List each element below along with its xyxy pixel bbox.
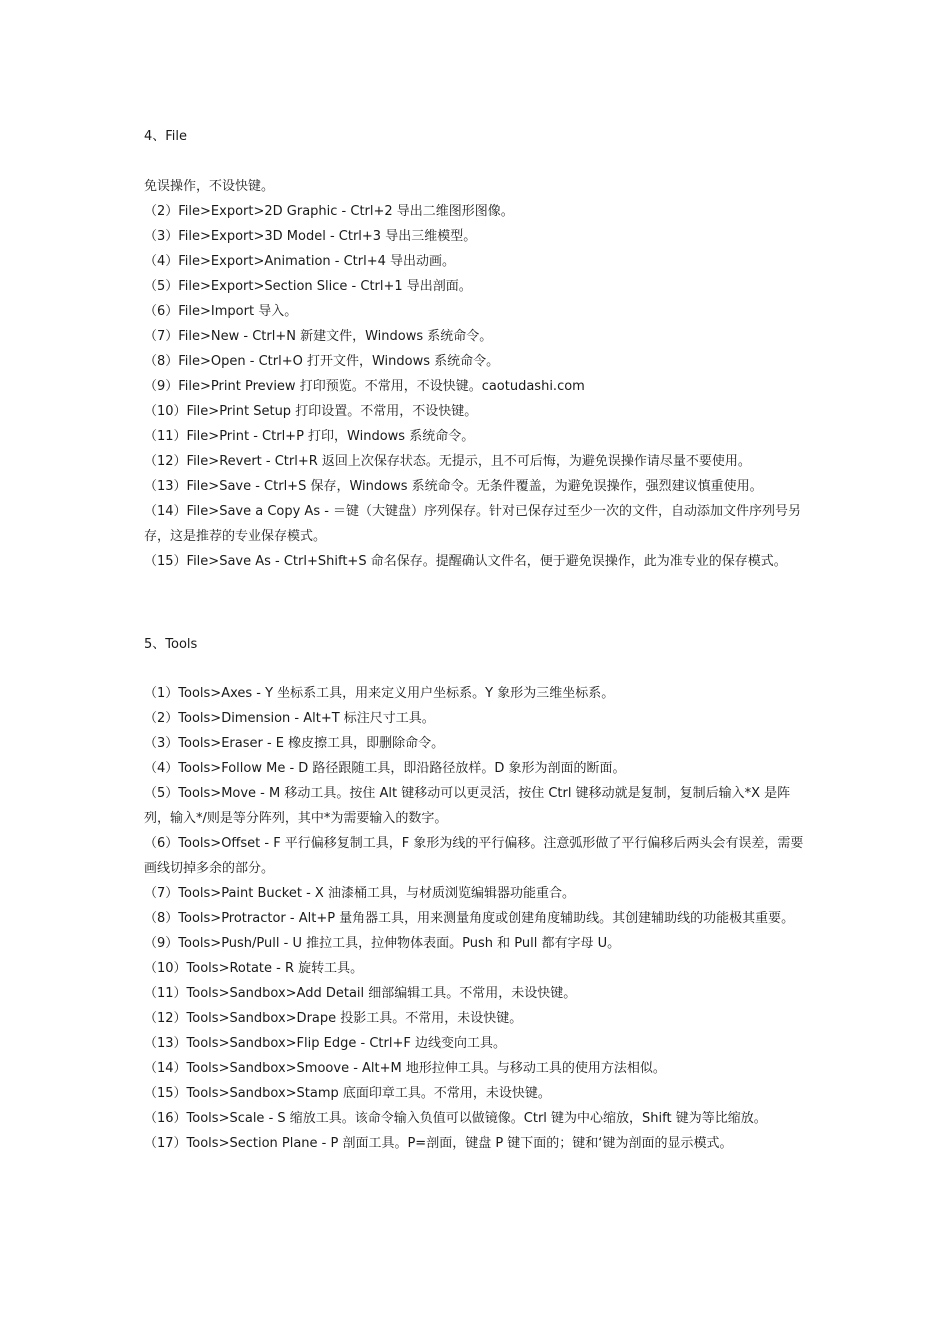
file-shortcut-list xyxy=(144,174,808,574)
list-item: （9）Tools>Push/Pull - U 推拉工具，拉伸物体表面。Push 和 Pull 都有字母 U。 xyxy=(144,936,621,951)
list-item: （7）Tools>Paint Bucket - X 油漆桶工具，与材质浏览编辑器功能重合。 xyxy=(144,886,575,901)
list-item: （11）File>Print - Ctrl+P 打印，Windows 系统命令。 xyxy=(144,429,475,444)
list-item: （7）File>New - Ctrl+N 新建文件，Windows 系统命令。 xyxy=(144,329,493,344)
list-item: （8）File>Open - Ctrl+O 打开文件，Windows 系统命令。 xyxy=(144,354,500,369)
list-item: （14）File>Save a Copy As - ＝键（大键盘）序列保存。针对已保存过至少一次的文件，自动添加文件序列号另存，这是推荐的专业保存模式。 xyxy=(144,504,802,544)
list-item: （11）Tools>Sandbox>Add Detail 细部编辑工具。不常用，未设快键。 xyxy=(144,986,577,1001)
section-tools xyxy=(144,634,808,1156)
list-item: （4）Tools>Follow Me - D 路径跟随工具，即沿路径放样。D 象形为剖面的断面。 xyxy=(144,761,626,776)
list-item: （3）File>Export>3D Model - Ctrl+3 导出三维模型。 xyxy=(144,229,477,244)
list-item: （1）Tools>Axes - Y 坐标系工具，用来定义用户坐标系。Y 象形为三维坐标系。 xyxy=(144,686,615,701)
list-item: （5）Tools>Move - M 移动工具。按住 Alt 键移动可以更灵活，按住 Ctrl 键移动就是复制，复制后输入*X 是阵列，输入*/则是等分阵列，其中*为需要输入的数字。 xyxy=(144,786,791,826)
list-item: （12）Tools>Sandbox>Drape 投影工具。不常用，未设快键。 xyxy=(144,1011,523,1026)
list-item: （16）Tools>Scale - S 缩放工具。该命令输入负值可以做镜像。Ctrl 键为中心缩放，Shift 键为等比缩放。 xyxy=(144,1111,767,1126)
list-item: （15）File>Save As - Ctrl+Shift+S 命名保存。提醒确认文件名，便于避免误操作，此为准专业的保存模式。 xyxy=(144,554,787,569)
list-item: （12）File>Revert - Ctrl+R 返回上次保存状态。无提示，且不可后悔，为避免误操作请尽量不要使用。 xyxy=(144,454,751,469)
list-item: （14）Tools>Sandbox>Smoove - Alt+M 地形拉伸工具。与移动工具的使用方法相似。 xyxy=(144,1061,666,1076)
list-item: （17）Tools>Section Plane - P 剖面工具。P=剖面，键盘 P 键下面的；键和‘键为剖面的显示模式。 xyxy=(144,1136,733,1151)
list-item: （13）File>Save - Ctrl+S 保存，Windows 系统命令。无条件覆盖，为避免误操作，强烈建议慎重使用。 xyxy=(144,479,763,494)
list-item: （10）File>Print Setup 打印设置。不常用，不设快键。 xyxy=(144,404,478,419)
section-file xyxy=(144,126,808,574)
list-item: （4）File>Export>Animation - Ctrl+4 导出动画。 xyxy=(144,254,456,269)
section-heading-file: 4、File xyxy=(144,129,188,144)
list-item: （13）Tools>Sandbox>Flip Edge - Ctrl+F 边线变向工具。 xyxy=(144,1036,506,1051)
list-item: （3）Tools>Eraser - E 橡皮擦工具，即删除命令。 xyxy=(144,736,445,751)
section-heading-tools: 5、Tools xyxy=(144,637,198,652)
list-item: 免误操作，不设快键。 xyxy=(144,179,275,194)
list-item: （6）Tools>Offset - F 平行偏移复制工具，F 象形为线的平行偏移。注意弧形做了平行偏移后两头会有误差，需要画线切掉多余的部分。 xyxy=(144,836,804,876)
list-item: （5）File>Export>Section Slice - Ctrl+1 导出剖面。 xyxy=(144,279,472,294)
tools-shortcut-list xyxy=(144,681,808,1156)
list-item: （6）File>Import 导入。 xyxy=(144,304,298,319)
list-item: （10）Tools>Rotate - R 旋转工具。 xyxy=(144,961,364,976)
list-item: （2）File>Export>2D Graphic - Ctrl+2 导出二维图形图像。 xyxy=(144,204,514,219)
list-item: （15）Tools>Sandbox>Stamp 底面印章工具。不常用，未设快键。 xyxy=(144,1086,551,1101)
document-page xyxy=(144,126,808,1156)
list-item: （9）File>Print Preview 打印预览。不常用，不设快键。caotudashi.com xyxy=(144,379,585,394)
list-item: （2）Tools>Dimension - Alt+T 标注尺寸工具。 xyxy=(144,711,435,726)
list-item: （8）Tools>Protractor - Alt+P 量角器工具，用来测量角度或创建角度辅助线。其创建辅助线的功能极其重要。 xyxy=(144,911,795,926)
